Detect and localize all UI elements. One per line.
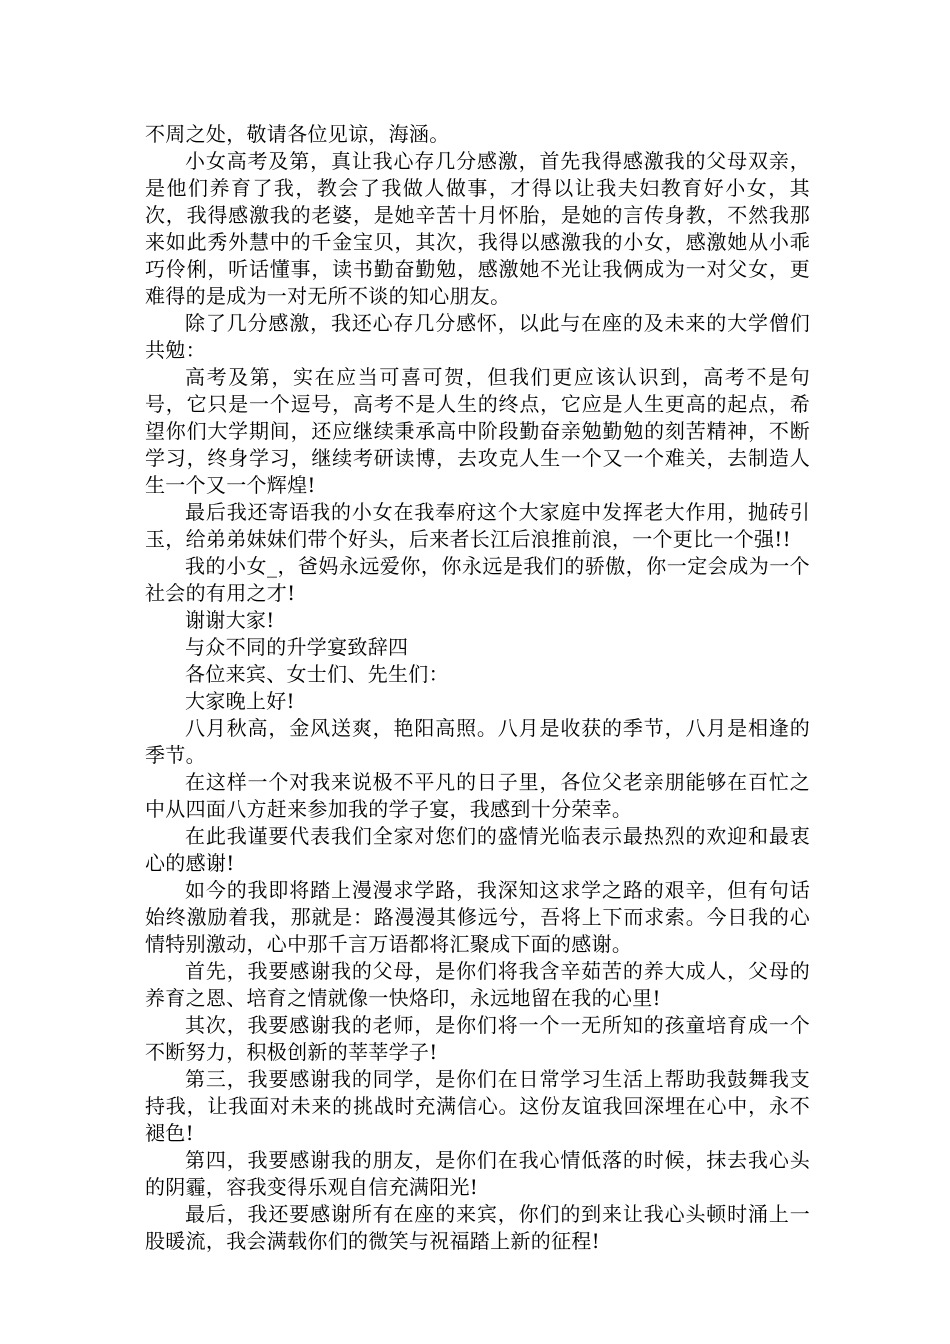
- paragraph-14: 如今的我即将踏上漫漫求学路，我深知这求学之路的艰辛，但有句话始终激励着我，那就是：路漫漫其修远兮，吾将上下而求索。今日我的心情特别激动，心中那千言万语都将汇聚成下面的感谢。: [145, 878, 810, 956]
- document-body: [145, 121, 810, 1255]
- paragraph-17: 第三，我要感谢我的同学，是你们在日常学习生活上帮助我鼓舞我支持我，让我面对未来的挑战时充满信心。这份友谊我回深埋在心中，永不褪色!: [145, 1067, 810, 1145]
- paragraph-16: 其次，我要感谢我的老师，是你们将一个一无所知的孩童培育成一个不断努力，积极创新的莘莘学子!: [145, 1013, 810, 1064]
- paragraph-15: 首先，我要感谢我的父母，是你们将我含辛茹苦的养大成人，父母的养育之恩、培育之情就像一快烙印，永远地留在我的心里!: [145, 959, 810, 1010]
- paragraph-12: 在这样一个对我来说极不平凡的日子里，各位父老亲朋能够在百忙之中从四面八方赶来参加我的学子宴，我感到十分荣幸。: [145, 770, 810, 821]
- paragraph-4: 高考及第，实在应当可喜可贺，但我们更应该认识到，高考不是句号，它只是一个逗号，高考不是人生的终点，它应是人生更高的起点，希望你们大学期间，还应继续秉承高中阶段勤奋亲勉勤勉的刻苦精神，不断学习，终身学习，继续考研读博，去攻克人生一个又一个难关，去制造人生一个又一个辉煌!: [145, 365, 810, 497]
- paragraph-6: 我的小女_，爸妈永远爱你，你永远是我们的骄傲，你一定会成为一个社会的有用之才!: [145, 554, 810, 605]
- paragraph-18: 第四，我要感谢我的朋友，是你们在我心情低落的时候，抹去我心头的阴霾，容我变得乐观自信充满阳光!: [145, 1148, 810, 1199]
- paragraph-9: 各位来宾、女士们、先生们：: [185, 662, 449, 686]
- paragraph-3: 除了几分感激，我还心存几分感怀，以此与在座的及未来的大学僧们共勉：: [145, 311, 810, 362]
- paragraph-13: 在此我谨要代表我们全家对您们的盛情光临表示最热烈的欢迎和最衷心的感谢!: [145, 824, 810, 875]
- paragraph-1: 不周之处，敬请各位见谅，海涵。: [145, 122, 450, 146]
- paragraph-2: 小女高考及第，真让我心存几分感激，首先我得感激我的父母双亲，是他们养育了我，教会了我做人做事，才得以让我夫妇教育好小女，其次，我得感激我的老婆，是她辛苦十月怀胎，是她的言传身教，不然我那来如此秀外慧中的千金宝贝，其次，我得以感激我的小女，感激她从小乖巧伶俐，听话懂事，读书勤奋勤勉，感激她不光让我俩成为一对父女，更难得的是成为一对无所不谈的知心朋友。: [145, 149, 810, 308]
- paragraph-19: 最后，我还要感谢所有在座的来宾，你们的到来让我心头顿时涌上一股暖流，我会满载你们的微笑与祝福踏上新的征程!: [145, 1202, 810, 1253]
- paragraph-7: 谢谢大家!: [185, 608, 275, 632]
- paragraph-10: 大家晚上好!: [185, 689, 295, 713]
- section-heading: 与众不同的升学宴致辞四: [185, 635, 409, 659]
- paragraph-11: 八月秋高，金风送爽，艳阳高照。八月是收获的季节，八月是相逢的季节。: [145, 716, 810, 767]
- paragraph-5: 最后我还寄语我的小女在我奉府这个大家庭中发挥老大作用，抛砖引玉，给弟弟妹妹们带个好头，后来者长江后浪推前浪，一个更比一个强!!: [145, 500, 810, 551]
